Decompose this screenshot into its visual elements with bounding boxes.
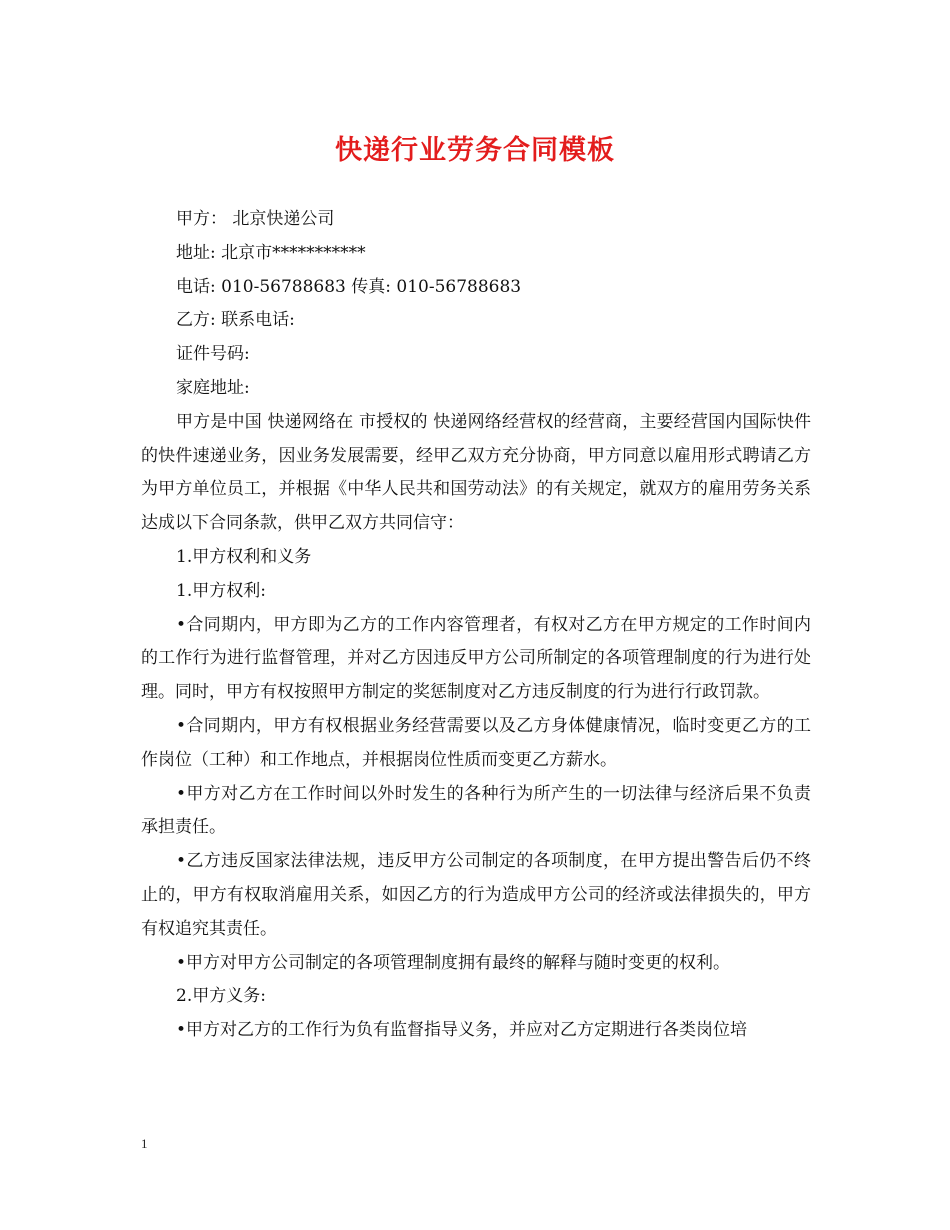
party-a-line: 甲方： 北京快递公司 [176, 209, 335, 229]
subsection-rights-heading: 1.甲方权利: [176, 580, 266, 601]
intro-paragraph: 甲方是中国 快递网络在 市授权的 快递网络经营权的经营商，主要经营国内国际快件的快件速递业务，因业务发展需要，经甲乙双方充分协商，甲方同意以雇用形式聘请乙方为甲方单位员工，并根据《中华人民共和国劳动法》的有关规定，就双方的雇用劳务关系达成以下合同条款，供甲乙双方共同信守： [141, 411, 811, 534]
rights-item: •合同期内，甲方即为乙方的工作内容管理者，有权对乙方在甲方规定的工作时间内的工作行为进行监督管理，并对乙方因违反甲方公司所制定的各项管理制度的行为进行处理。同时，甲方有权按照甲方制定的奖惩制度对乙方违反制度的行为进行行政罚款。 [141, 614, 811, 703]
duties-item: •甲方对乙方的工作行为负有监督指导义务，并应对乙方定期进行各类岗位培 [176, 1020, 748, 1041]
rights-item: •甲方对乙方在工作时间以外时发生的各种行为所产生的一切法律与经济后果不负责承担责任。 [141, 783, 811, 838]
document-body [141, 203, 811, 1048]
home-address-line: 家庭地址: [176, 377, 250, 398]
document-title: 快递行业劳务合同模板 [335, 135, 615, 166]
phone-line: 电话: 010-56788683 传真: 010-56788683 [176, 276, 522, 297]
rights-item: •甲方对甲方公司制定的各项管理制度拥有最终的解释与随时变更的权利。 [176, 952, 731, 973]
page-number: 1 [141, 1136, 148, 1151]
subsection-duties-heading: 2.甲方义务: [176, 986, 266, 1007]
rights-item: •乙方违反国家法律法规，违反甲方公司制定的各项制度，在甲方提出警告后仍不终止的，甲方有权取消雇用关系，如因乙方的行为造成甲方公司的经济或法律损失的，甲方有权追究其责任。 [141, 851, 811, 939]
rights-item: •合同期内，甲方有权根据业务经营需要以及乙方身体健康情况，临时变更乙方的工作岗位（工种）和工作地点，并根据岗位性质而变更乙方薪水。 [141, 715, 811, 770]
party-b-line: 乙方: 联系电话: [176, 310, 295, 331]
address-line: 地址: 北京市*********** [176, 242, 366, 263]
id-number-line: 证件号码: [176, 344, 250, 365]
section-1-heading: 1.甲方权利和义务 [176, 546, 312, 567]
